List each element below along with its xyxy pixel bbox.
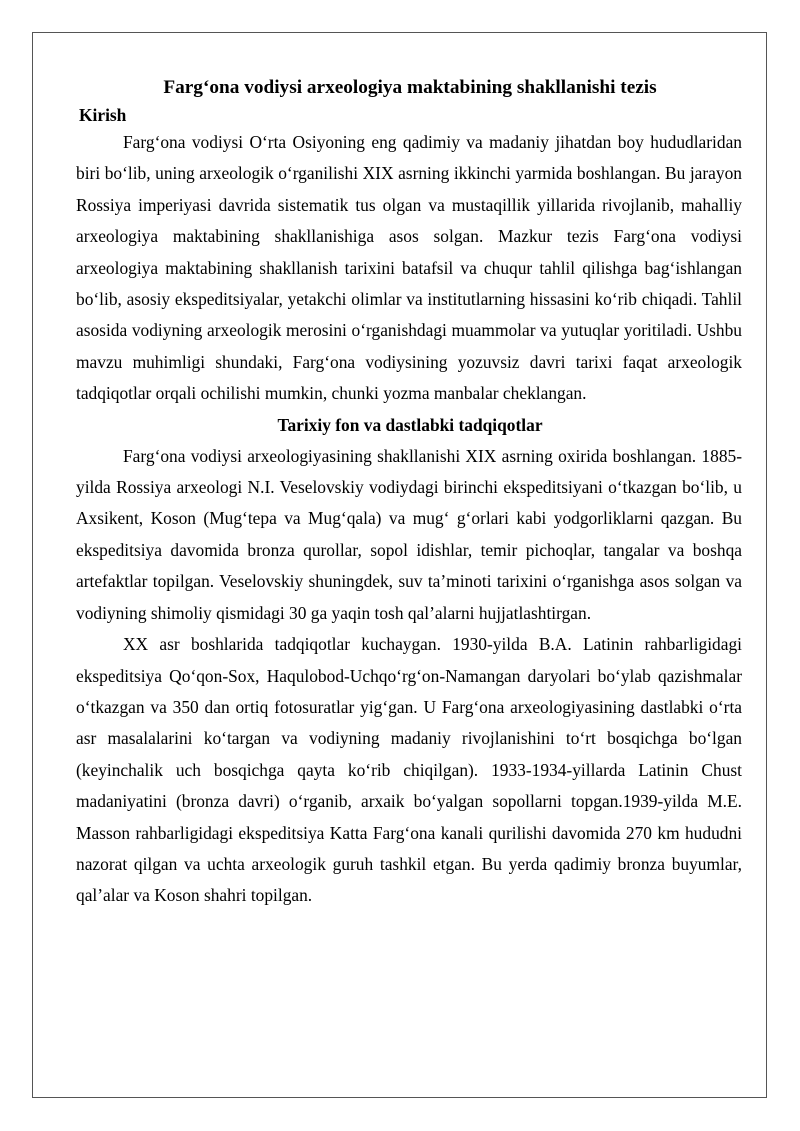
section-heading-history: Tarixiy fon va dastlabki tadqiqotlar — [277, 414, 543, 435]
paragraph: Farg‘ona vodiysi O‘rta Osiyoning eng qadimiy va madaniy jihatdan boy hududlaridan biri bo‘lib, uning arxeologik o‘rganilishi XIX asrning ikkinchi yarmida boshlangan. Bu jarayon Rossiya imperiyasi davrida sistematik tus olgan va mustaqillik yillarida rivojlanib, mahalliy arxeologiya maktabining shakllanishiga asos solgan. Mazkur tezis Farg‘ona vodiysi arxeologiya maktabining shakllanish tarixini batafsil va chuqur tahlil qilishga bag‘ishlangan bo‘lib, asosiy ekspeditsiyalar, yetakchi olimlar va institutlarning hissasini ko‘rib chiqadi. Tahlil asosida vodiyning arxeologik merosini o‘rganishdagi muammolar va yutuqlar yoritiladi. Ushbu mavzu muhimligi shundaki, Farg‘ona vodiysining yozuvsiz davri tarixi faqat arxeologik tadqiqotlar orqali ochilishi mumkin, chunki yozma manbalar cheklangan. — [76, 132, 742, 404]
paragraph: Farg‘ona vodiysi arxeologiyasining shakllanishi XIX asrning oxirida boshlangan. 1885-yilda Rossiya arxeologi N.I. Veselovskiy vodiydagi birinchi ekspeditsiyani o‘tkazgan bo‘lib, u Axsikent, Koson (Mug‘tepa va Mug‘qala) va mug‘ g‘orlari kabi yodgorliklarni qazgan. Bu ekspeditsiya davomida bronza qurollar, sopol idishlar, temir pichoqlar, tangalar va boshqa artefaktlar topilgan. Veselovskiy shuningdek, suv ta’minoti tarixini o‘rganishga asos solgan va vodiyning shimoliy qismidagi 30 ga yaqin tosh qal’alarni hujjatlashtirgan. — [76, 445, 742, 623]
document-body — [76, 74, 742, 912]
paragraph: XX asr boshlarida tadqiqotlar kuchaygan. 1930-yilda B.A. Latinin rahbarligidagi ekspeditsiya Qo‘qon-Sox, Haqulobod-Uchqo‘rg‘on-Namangan daryolari bo‘ylab qazishmalar o‘tkazgan va 350 dan ortiq fotosuratlar yig‘gan. U Farg‘ona arxeologiyasining dastlabki o‘rta asr masalalarini ko‘targan va vodiyning madaniy rivojlanishini to‘rt bosqichga bo‘lgan (keyinchalik uch bosqichga qayta ko‘rib chiqilgan). 1933-1934-yillarda Latinin Chust madaniyatini (bronza davri) o‘rganib, arxaik bo‘yalgan sopollarni topgan.1939-yilda M.E. Masson rahbarligidagi ekspeditsiya Katta Farg‘ona kanali qurilishi davomida 270 km hududni nazorat qilgan va uchta arxeologik guruh tashkil etgan. Bu yerda qadimiy bronza buyumlar, qal’alar va Koson shahri topilgan. — [76, 634, 742, 906]
document-title: Farg‘ona vodiysi arxeologiya maktabining shakllanishi tezis — [163, 77, 657, 98]
section-heading-intro: Kirish — [79, 105, 127, 125]
